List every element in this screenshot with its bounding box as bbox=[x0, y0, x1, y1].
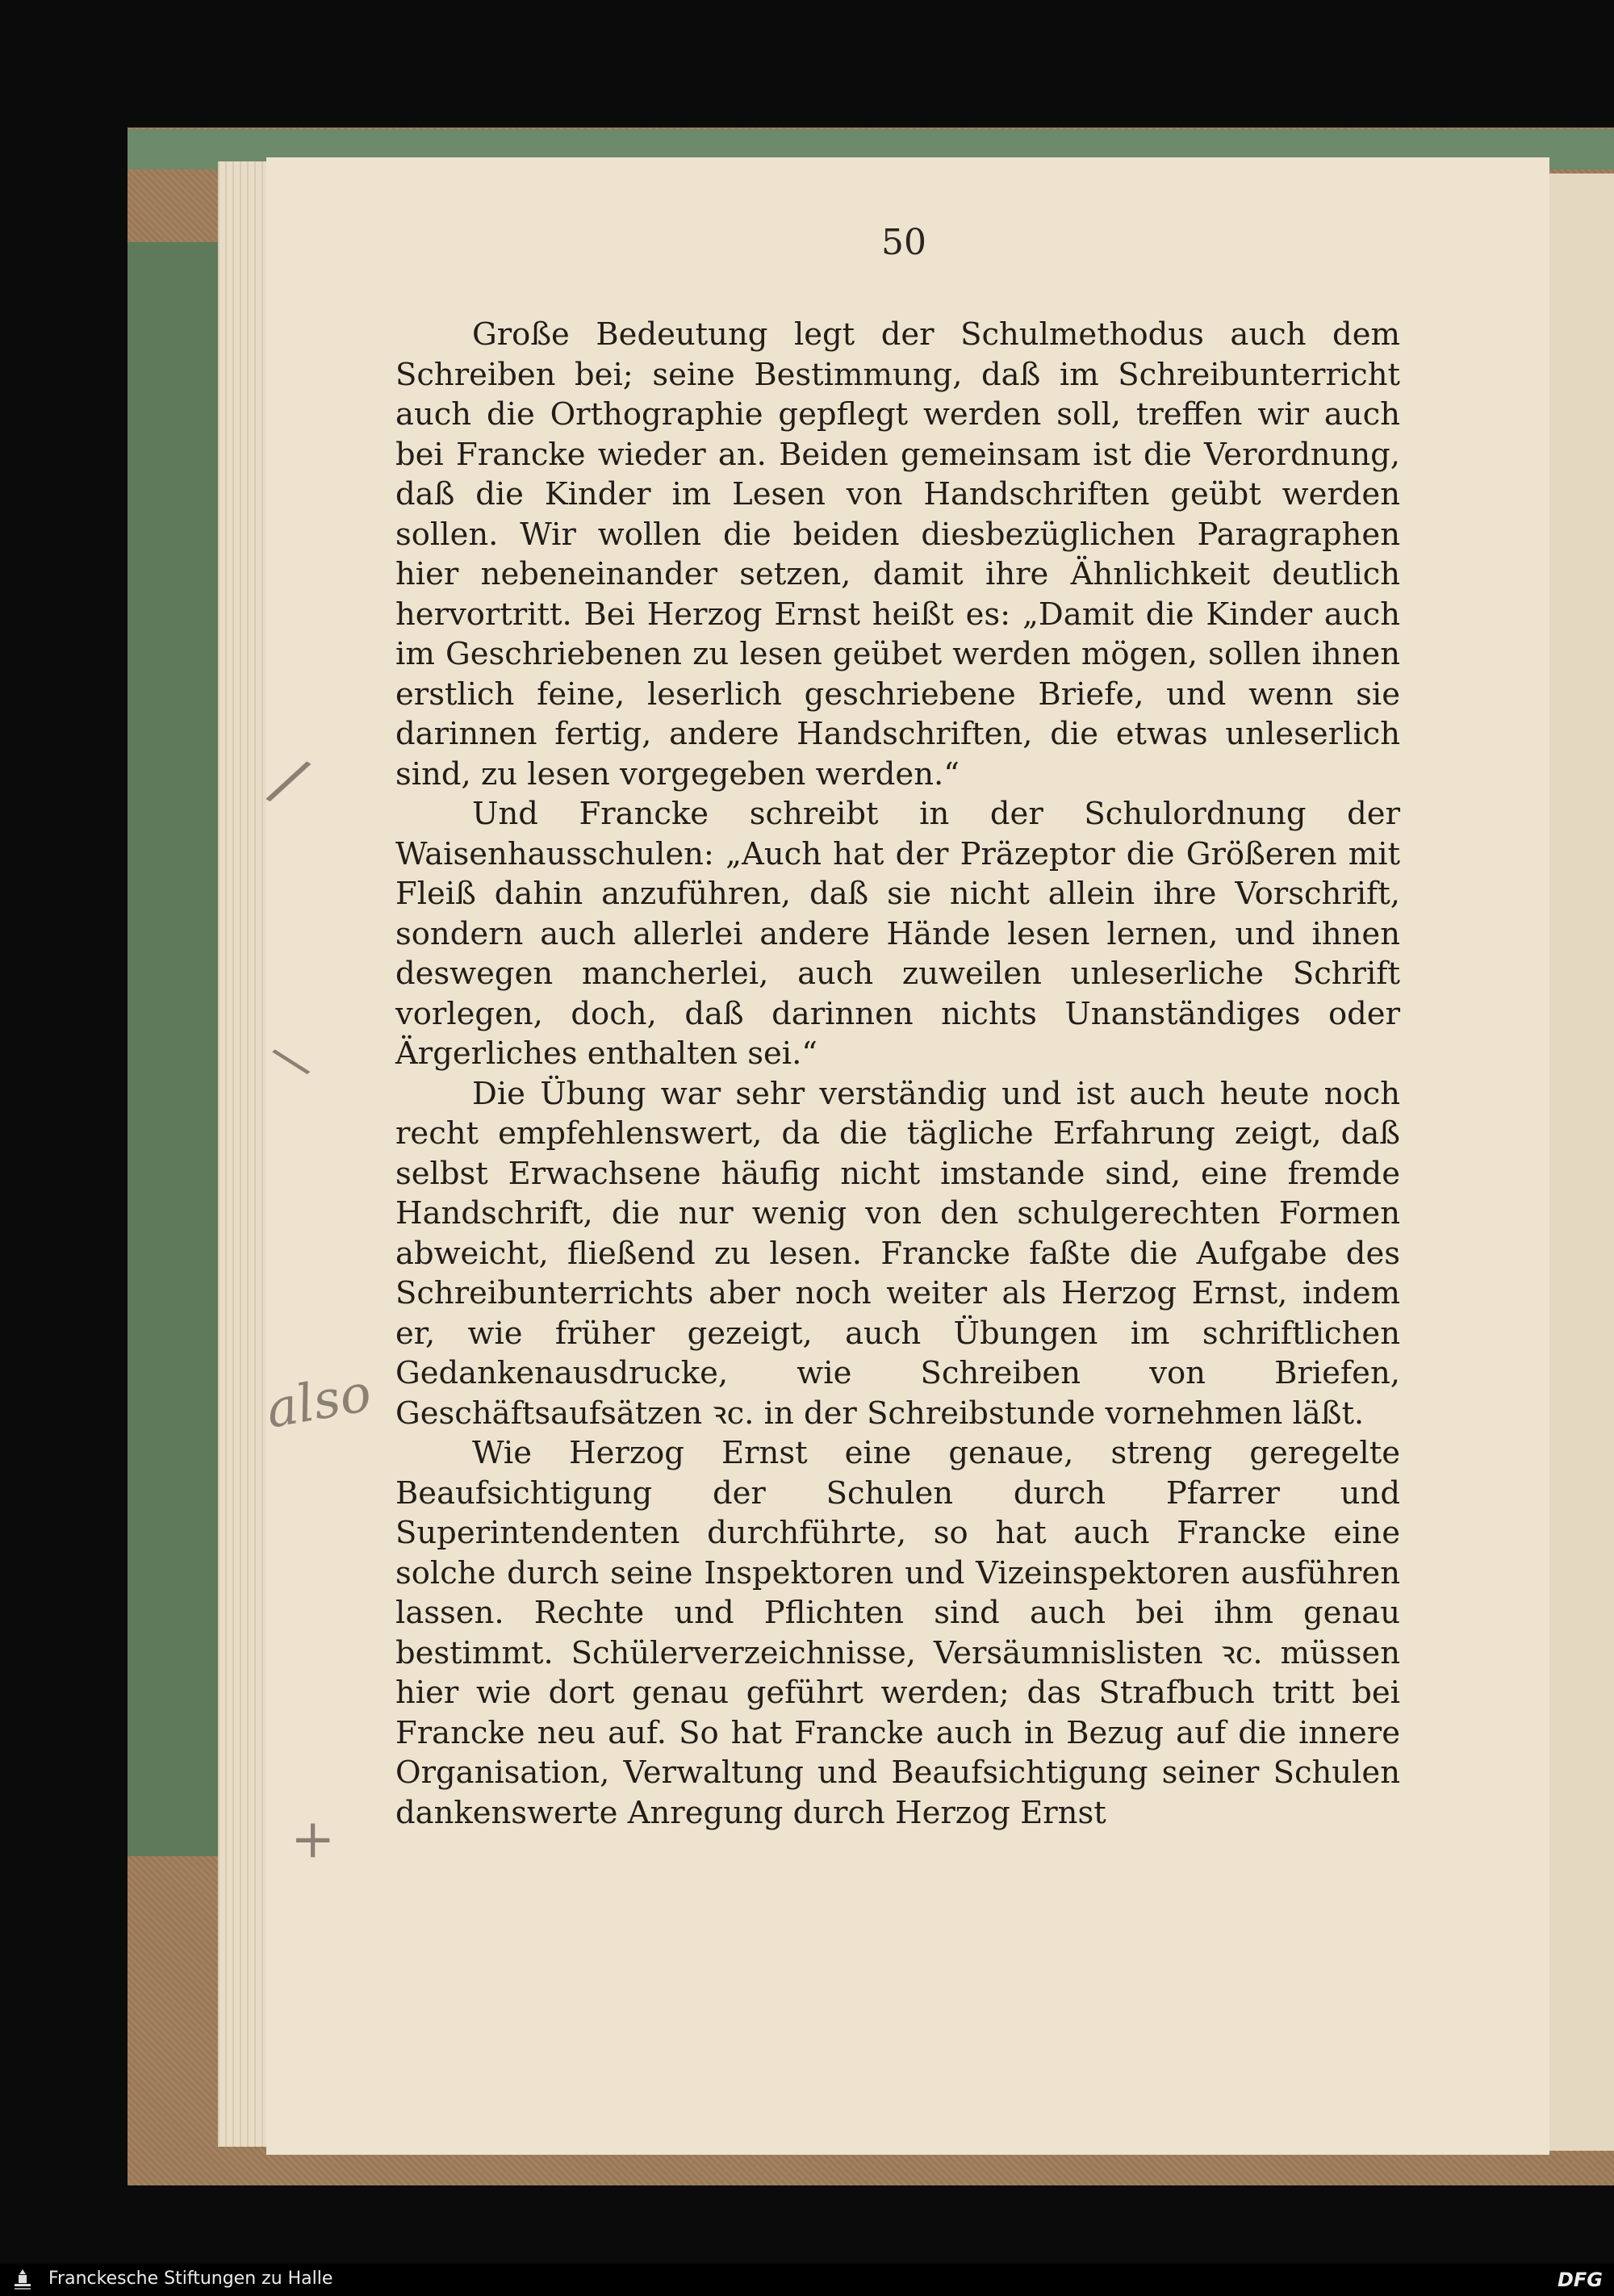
margin-note: + bbox=[291, 1808, 336, 1870]
dfg-logo: DFG bbox=[1557, 2269, 1603, 2291]
margin-note: also bbox=[261, 1363, 376, 1441]
page-text bbox=[395, 315, 1400, 1833]
page-number: 50 bbox=[881, 222, 926, 263]
paragraph: Und Francke schreibt in der Schulordnung der Waisenhausschulen: „Auch hat der Präzeptor die Größeren mit Fleiß dahin anzuführen, daß sie nicht allein ihre Vorschrift, sondern auch allerlei andere Hände lesen lernen, und ihnen deswegen mancherlei, auch zuweilen unleserliche Schrift vorlegen, doch, daß darinnen nichts Unanständiges oder Ärgerliches enthalten sei.“ bbox=[395, 796, 1400, 1072]
paragraph: Große Bedeutung legt der Schulmethodus auch dem Schreiben bei; seine Bestimmung, daß im Schreibunterricht auch die Orthographie gepflegt werden soll, treffen wir auch bei Francke wieder an. Beiden gemeinsam ist die Verordnung, daß die Kinder im Lesen von Handschriften geübt werden sollen. Wir wollen die beiden diesbezüglichen Paragraphen hier nebeneinander setzen, damit ihre Ähnlichkeit deutlich hervortritt. Bei Herzog Ernst heißt es: „Damit die Kinder auch im Geschriebenen zu lesen geübet werden mögen, sollen ihnen erstlich feine, leserlich geschriebene Briefe, und wenn sie darinnen fertig, andere Handschriften, die etwas unleserlich sind, zu lesen vorgegeben werden.“ bbox=[395, 316, 1400, 793]
paragraph: Die Übung war sehr verständig und ist auch heute noch recht empfehlenswert, da die tägliche Erfahrung zeigt, daß selbst Erwachsene häufig nicht imstande sind, eine fremde Handschrift, die nur wenig von den schulgerechten Formen abweicht, fließend zu lesen. Francke faßte die Aufgabe des Schreibunterrichts aber noch weiter als Herzog Ernst, indem er, wie früher gezeigt, auch Übungen im schriftlichen Gedankenausdrucke, wie Schreiben von Briefen, Geschäftsaufsätzen ꝛc. in der Schreibstunde vornehmen läßt. bbox=[395, 1075, 1400, 1432]
cover-cloth-spine bbox=[128, 242, 232, 1856]
paragraph: Wie Herzog Ernst eine genaue, streng geregelte Beaufsichtigung der Schulen durch Pfarrer und Superintendenten durchführte, so hat auch Francke eine solche durch seine Inspektoren und Vizeinspektoren ausführen lassen. Rechte und Pflichten sind auch bei ihm genau bestimmt. Schülerverzeichnisse, Versäumnislisten ꝛc. müssen hier wie dort genau geführt werden; das Strafbuch tritt bei Francke neu auf. So hat Francke auch in Bezug auf die innere Organisation, Verwaltung und Beaufsichtigung seiner Schulen dankenswerte Anregung durch Herzog Ernst bbox=[395, 1435, 1400, 1831]
margin-note: / bbox=[261, 742, 318, 818]
viewer-footer bbox=[0, 2264, 1614, 2296]
institution-logo-icon bbox=[10, 2266, 36, 2294]
margin-note: \ bbox=[266, 1034, 316, 1089]
institution-name: Franckesche Stiftungen zu Halle bbox=[48, 2269, 333, 2289]
